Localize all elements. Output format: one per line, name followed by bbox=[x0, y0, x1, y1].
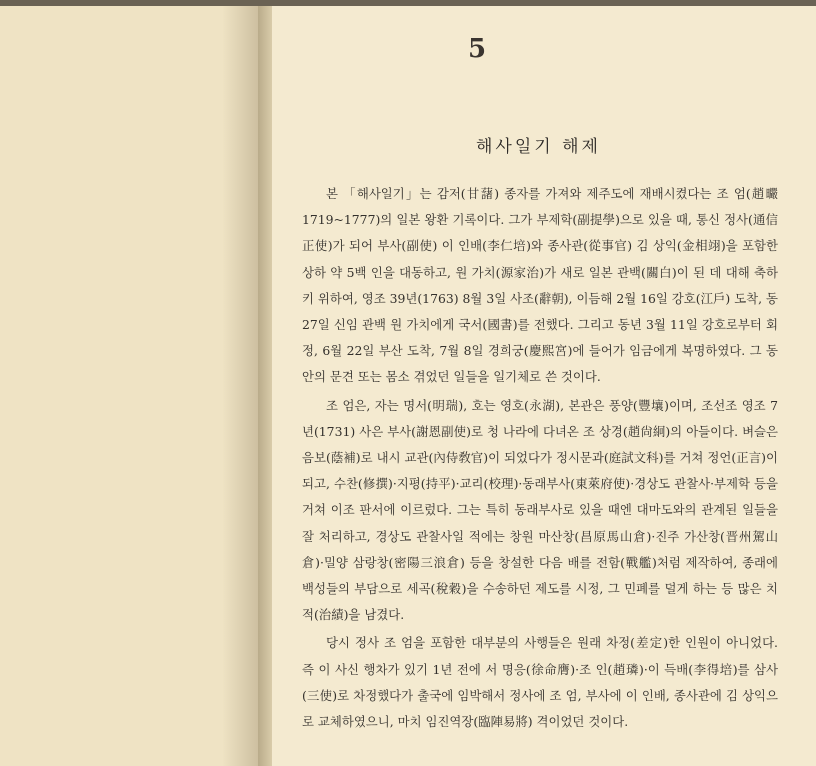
paragraph: 본 「해사일기」는 감저(甘藷) 종자를 가져와 제주도에 재배시켰다는 조 엄(趙曮 1719~1777)의 일본 왕환 기록이다. 그가 부제학(副提學)으로 있을 때, 통신 정사(通信正使)가 되어 부사(副使) 이 인배(李仁培)와 종사관(從事官) 김 상익(金相翊)을 포함한 상하 약 5백 인을 대동하고, 원 가치(源家治)가 새로 일본 관백(關白)이 된 데 대해 축하키 위하여, 영조 39년(1763) 8월 3일 사조(辭朝), 이듬해 2월 16일 강호(江戶) 도착, 동 27일 신임 관백 원 가치에게 국서(國書)를 전했다. 그리고 동년 3월 11일 강호로부터 회정, 6월 22일 부산 도착, 7월 8일 경희궁(慶熙宮)에 들어가 임금에게 복명하였다. 그 동안의 문견 또는 몸소 겪었던 일들을 일기체로 쓴 것이다. bbox=[302, 186, 778, 385]
page-title: 해사일기 해제 bbox=[476, 137, 601, 157]
left-page bbox=[0, 6, 262, 766]
paragraph: 조 엄은, 자는 명서(明瑞), 호는 영호(永湖), 본관은 풍양(豐壤)이며, 조선조 영조 7년(1731) 사은 부사(謝恩副使)로 청 나라에 다녀온 조 상경(趙尙絅)의 아들이다. 벼슬은 음보(蔭補)로 내시 교관(內侍敎官)이 되었다가 정시문과(庭試文科)를 거쳐 정언(正言)이 되고, 수찬(修撰)·지평(持平)·교리(校理)·동래부사(東萊府使)·경상도 관찰사·부제학 등을 거쳐 이조 판서에 이르렀다. 그는 특히 동래부사로 있을 때엔 대마도와의 관계된 일들을 잘 처리하고, 경상도 관찰사일 적에는 창원 마산창(昌原馬山倉)·진주 가산창(晋州駕山倉)·밀양 삼랑창(密陽三浪倉) 등을 창설한 다음 배를 전함(戰艦)처럼 제작하여, 종래에 백성들의 부담으로 세곡(稅穀)을 수송하던 제도를 시정, 그 민폐를 덜게 하는 등 많은 치적(治績)을 남겼다. bbox=[302, 397, 778, 623]
paragraph: 당시 정사 조 엄을 포함한 대부분의 사행들은 원래 차정(差定)한 인원이 아니었다. 즉 이 사신 행차가 있기 1년 전에 서 명응(徐命膺)·조 인(趙璘)·이 득배(李得培)를 삼사(三使)로 차정했다가 출국에 임박해서 정사에 조 엄, 부사에 이 인배, 종사관에 김 상익으로 교체하였으니, 마치 임진역장(臨陣易將) 격이었던 것이다. bbox=[302, 635, 778, 730]
page-number: 5 bbox=[468, 34, 487, 64]
document-body bbox=[302, 181, 778, 735]
